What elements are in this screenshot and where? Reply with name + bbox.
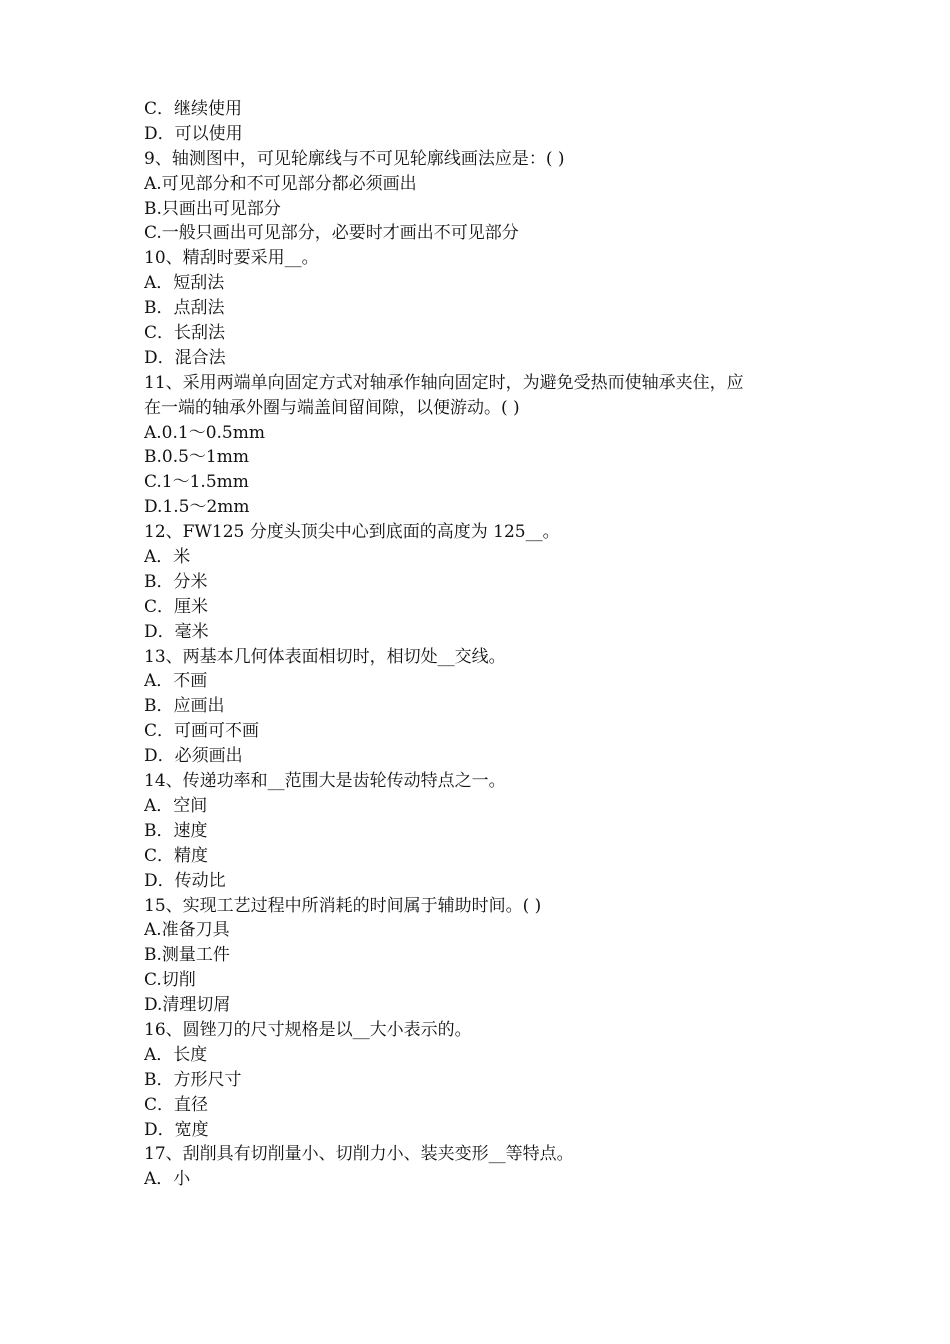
- option-line: A.0.1～0.5mm: [144, 422, 265, 443]
- option-line: B．点刮法: [144, 298, 225, 319]
- question-line: 15、实现工艺过程中所消耗的时间属于辅助时间。( ): [144, 895, 542, 916]
- option-line: A．短刮法: [144, 273, 225, 294]
- option-line: A.可见部分和不可见部分都必须画出: [144, 173, 417, 194]
- question-line: 14、传递功率和__范围大是齿轮传动特点之一。: [144, 771, 506, 792]
- option-line: B．速度: [144, 820, 208, 841]
- option-line: B.只画出可见部分: [144, 198, 281, 219]
- document-body: [144, 97, 824, 1192]
- option-line: D．宽度: [144, 1119, 209, 1140]
- option-line: B．应画出: [144, 696, 225, 717]
- option-line: D．混合法: [144, 347, 226, 368]
- question-line: 10、精刮时要采用__。: [144, 248, 319, 269]
- option-line: C.一般只画出可见部分，必要时才画出不可见部分: [144, 223, 519, 244]
- option-line: D．可以使用: [144, 123, 243, 144]
- option-line: D.1.5～2mm: [144, 497, 250, 518]
- option-line: C．继续使用: [144, 99, 243, 119]
- option-line: C.1～1.5mm: [144, 472, 249, 493]
- option-line: C．可画可不画: [144, 721, 260, 742]
- option-line: A．不画: [144, 671, 208, 692]
- option-line: A．米: [144, 547, 191, 568]
- question-line: 9、轴测图中，可见轮廓线与不可见轮廓线画法应是：( ): [144, 148, 565, 169]
- option-line: B．方形尺寸: [144, 1069, 242, 1090]
- question-line: 13、两基本几何体表面相切时，相切处__交线。: [144, 646, 506, 667]
- question-line: 17、刮削具有切削量小、切削力小、装夹变形__等特点。: [144, 1144, 574, 1165]
- option-line: D.清理切屑: [144, 995, 231, 1016]
- option-line: A.准备刀具: [144, 920, 230, 941]
- question-line: 在一端的轴承外圈与端盖间留间隙，以便游动。( ): [144, 397, 520, 418]
- question-line: 16、圆锉刀的尺寸规格是以__大小表示的。: [144, 1019, 472, 1040]
- question-line: 12、FW125 分度头顶尖中心到底面的高度为 125__。: [144, 522, 560, 543]
- question-line: 11、采用两端单向固定方式对轴承作轴向固定时，为避免受热而使轴承夹住，应: [144, 372, 744, 393]
- option-line: C.切削: [144, 970, 196, 991]
- option-line: C．精度: [144, 845, 209, 866]
- option-line: B.测量工件: [144, 945, 230, 966]
- option-line: A．小: [144, 1169, 191, 1190]
- option-line: D．必须画出: [144, 746, 243, 767]
- option-line: C．长刮法: [144, 323, 226, 344]
- option-line: D．毫米: [144, 621, 209, 642]
- option-line: C．厘米: [144, 596, 209, 617]
- option-line: C．直径: [144, 1094, 209, 1115]
- option-line: A．空间: [144, 795, 208, 816]
- option-line: A．长度: [144, 1044, 208, 1065]
- option-line: D．传动比: [144, 870, 226, 891]
- option-line: B．分米: [144, 571, 208, 592]
- option-line: B.0.5～1mm: [144, 447, 249, 468]
